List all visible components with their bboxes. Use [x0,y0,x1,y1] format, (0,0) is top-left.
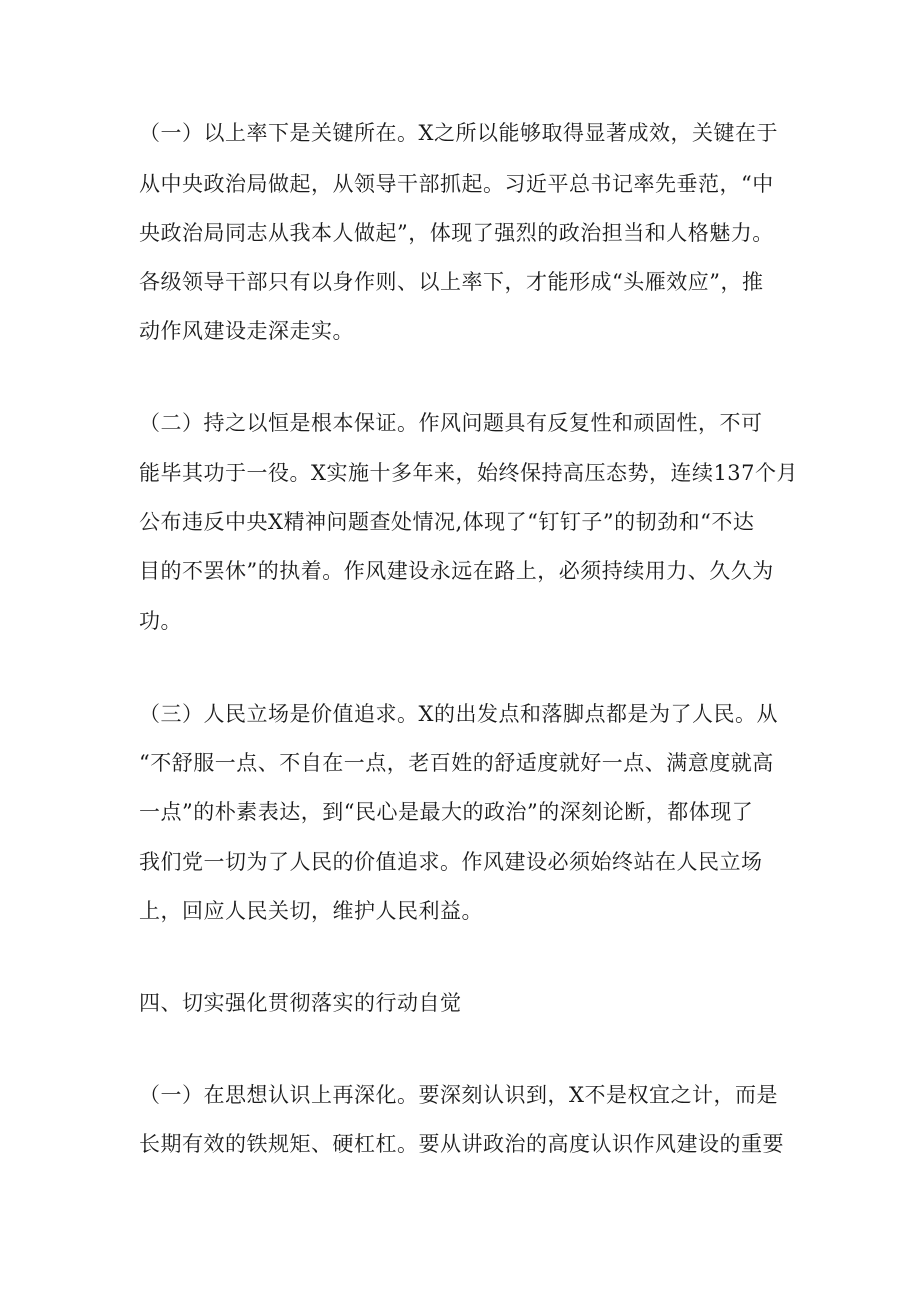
text-line: 公布违反中央X精神问题查处情况,体现了“钉钉子”的韧劲和“不达 [139,510,755,534]
text-line: 长期有效的铁规矩、硬杠杠。要从讲政治的高度认识作风建设的重要 [139,1132,784,1156]
text-line: 上，回应人民关切，维护人民利益。 [139,899,483,923]
text-line: 目的不罢休”的执着。作风建设永远在路上，必须持续用力、久久为 [139,559,774,583]
text-line: （一）在思想认识上再深化。要深刻认识到，X不是权宜之计，而是 [139,1083,778,1107]
text-line: 各级领导干部只有以身作则、以上率下，才能形成“头雁效应”，推 [139,270,764,294]
text-line: 从中央政治局做起，从领导干部抓起。习近平总书记率先垂范，“中 [139,172,774,196]
section-heading: 四、切实强化贯彻落实的行动自觉 [139,991,462,1015]
text-line: （二）持之以恒是根本保证。作风问题具有反复性和顽固性，不可 [139,411,763,435]
text-line: 我们党一切为了人民的价值追求。作风建设必须始终站在人民立场 [139,850,763,874]
text-line: 央政治局同志从我本人做起”，体现了强烈的政治担当和人格魅力。 [139,221,774,245]
text-line: 功。 [139,609,182,633]
text-line: 一点”的朴素表达，到“民心是最大的政治”的深刻论断，都体现了 [139,800,754,824]
text-line: 能毕其功于一役。X实施十多年来，始终保持高压态势，连续137个月 [139,461,799,485]
text-line: “不舒服一点、不自在一点，老百姓的舒适度就好一点、满意度就高 [139,751,774,775]
text-line: （三）人民立场是价值追求。X的出发点和落脚点都是为了人民。从 [139,702,778,726]
text-line: （一）以上率下是关键所在。X之所以能够取得显著成效，关键在于 [139,121,778,145]
text-line: 动作风建设走深走实。 [139,319,354,343]
